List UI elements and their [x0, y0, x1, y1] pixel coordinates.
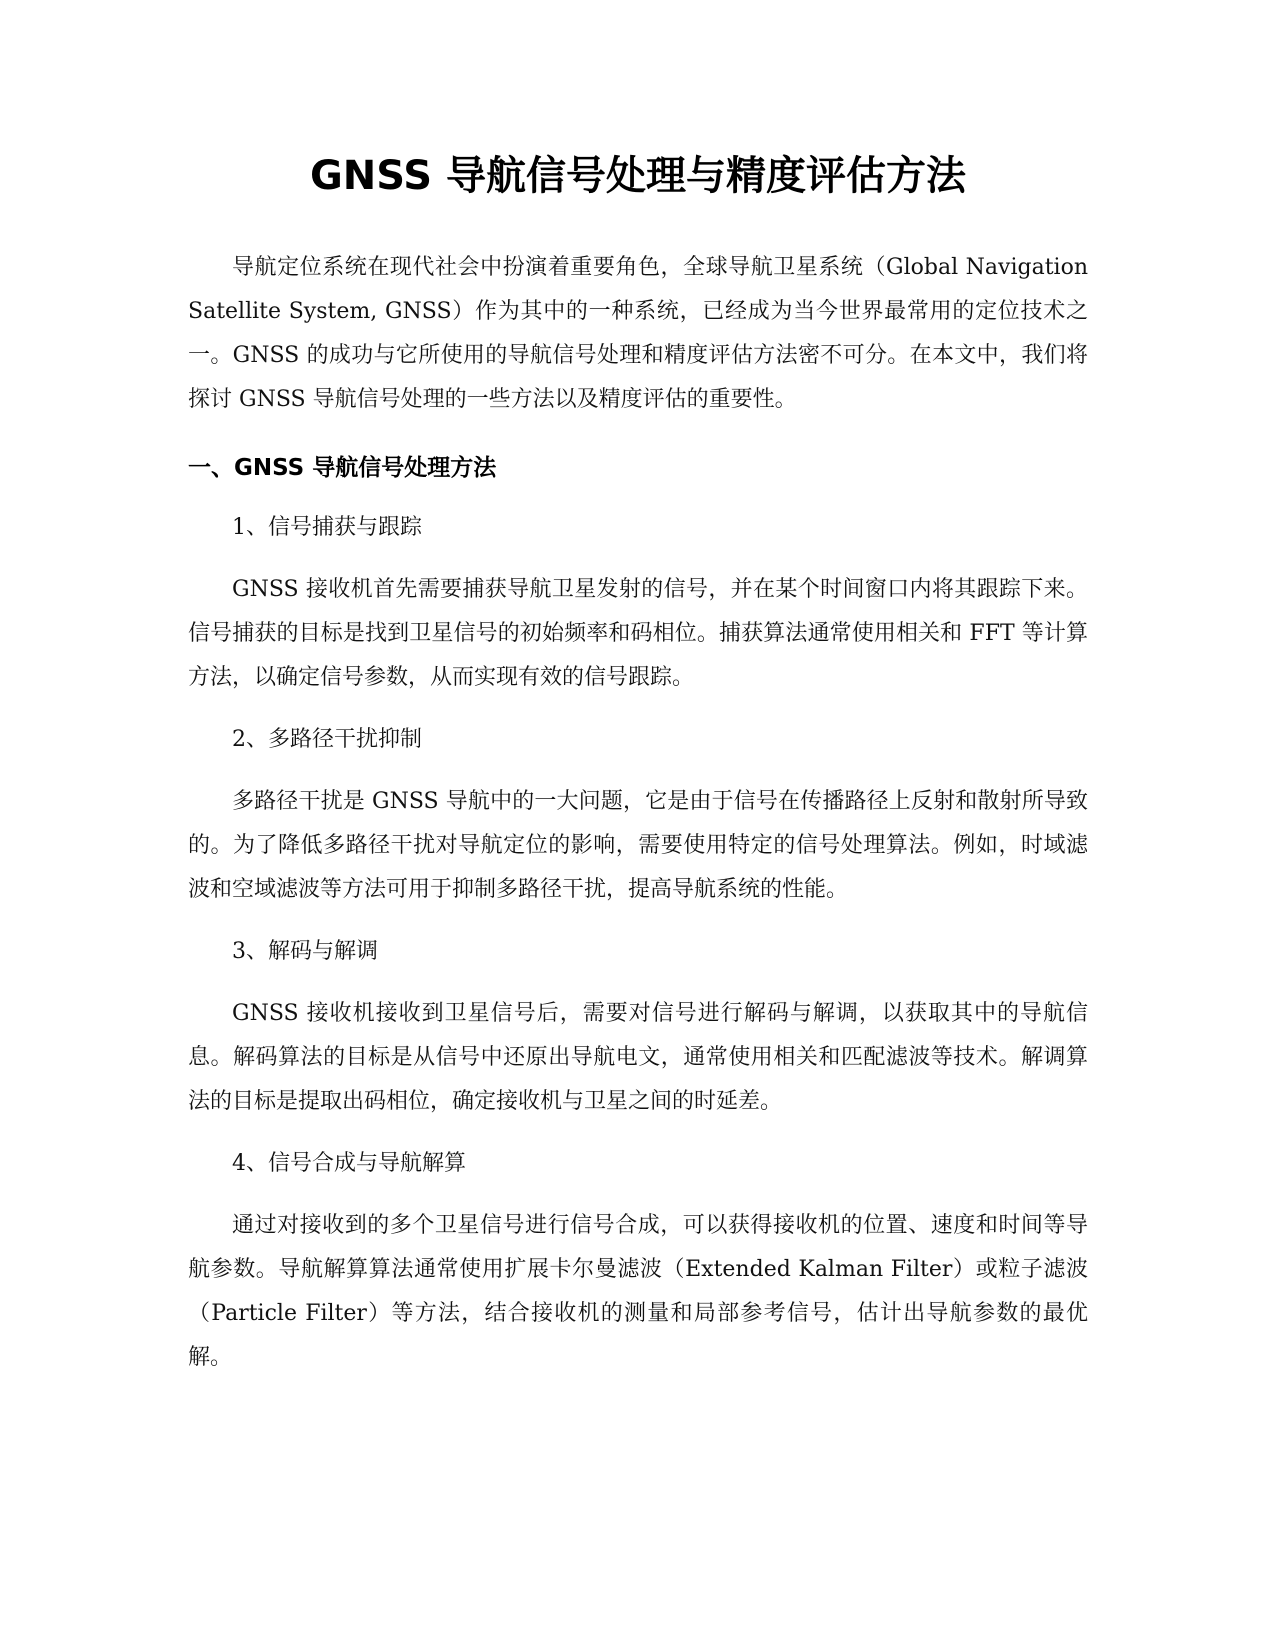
document-title: GNSS 导航信号处理与精度评估方法: [309, 153, 967, 199]
subsection-heading-2: 2、多路径干扰抑制: [232, 727, 422, 752]
subsection-heading-1: 1、信号捕获与跟踪: [232, 515, 422, 540]
document-content: [188, 148, 1088, 1398]
section-heading: 一、GNSS 导航信号处理方法: [188, 455, 497, 481]
subsection-body-1: GNSS 接收机首先需要捕获导航卫星发射的信号，并在某个时间窗口内将其跟踪下来。信号捕获的目标是找到卫星信号的初始频率和码相位。捕获算法通常使用相关和 FFT 等计算方法，以确定信号参数，从而实现有效的信号跟踪。: [188, 577, 1088, 690]
subsection-body-3: GNSS 接收机接收到卫星信号后，需要对信号进行解码与解调，以获取其中的导航信息。解码算法的目标是从信号中还原出导航电文，通常使用相关和匹配滤波等技术。解调算法的目标是提取出码相位，确定接收机与卫星之间的时延差。: [188, 1001, 1088, 1114]
subsection-body-4: 通过对接收到的多个卫星信号进行信号合成，可以获得接收机的位置、速度和时间等导航参数。导航解算算法通常使用扩展卡尔曼滤波（Extended Kalman Filter）或粒子滤波（Particle Filter）等方法，结合接收机的测量和局部参考信号，估计出导航参数的最优解。: [188, 1213, 1088, 1370]
subsection-body-2: 多路径干扰是 GNSS 导航中的一大问题，它是由于信号在传播路径上反射和散射所导致的。为了降低多路径干扰对导航定位的影响，需要使用特定的信号处理算法。例如，时域滤波和空域滤波等方法可用于抑制多路径干扰，提高导航系统的性能。: [188, 789, 1088, 902]
subsection-heading-4: 4、信号合成与导航解算: [232, 1151, 466, 1176]
intro-paragraph: 导航定位系统在现代社会中扮演着重要角色，全球导航卫星系统（Global Navigation Satellite System, GNSS）作为其中的一种系统，已经成为当今世界最常用的定位技术之一。GNSS 的成功与它所使用的导航信号处理和精度评估方法密不可分。在本文中，我们将探讨 GNSS 导航信号处理的一些方法以及精度评估的重要性。: [188, 255, 1088, 412]
subsection-heading-3: 3、解码与解调: [232, 939, 378, 964]
